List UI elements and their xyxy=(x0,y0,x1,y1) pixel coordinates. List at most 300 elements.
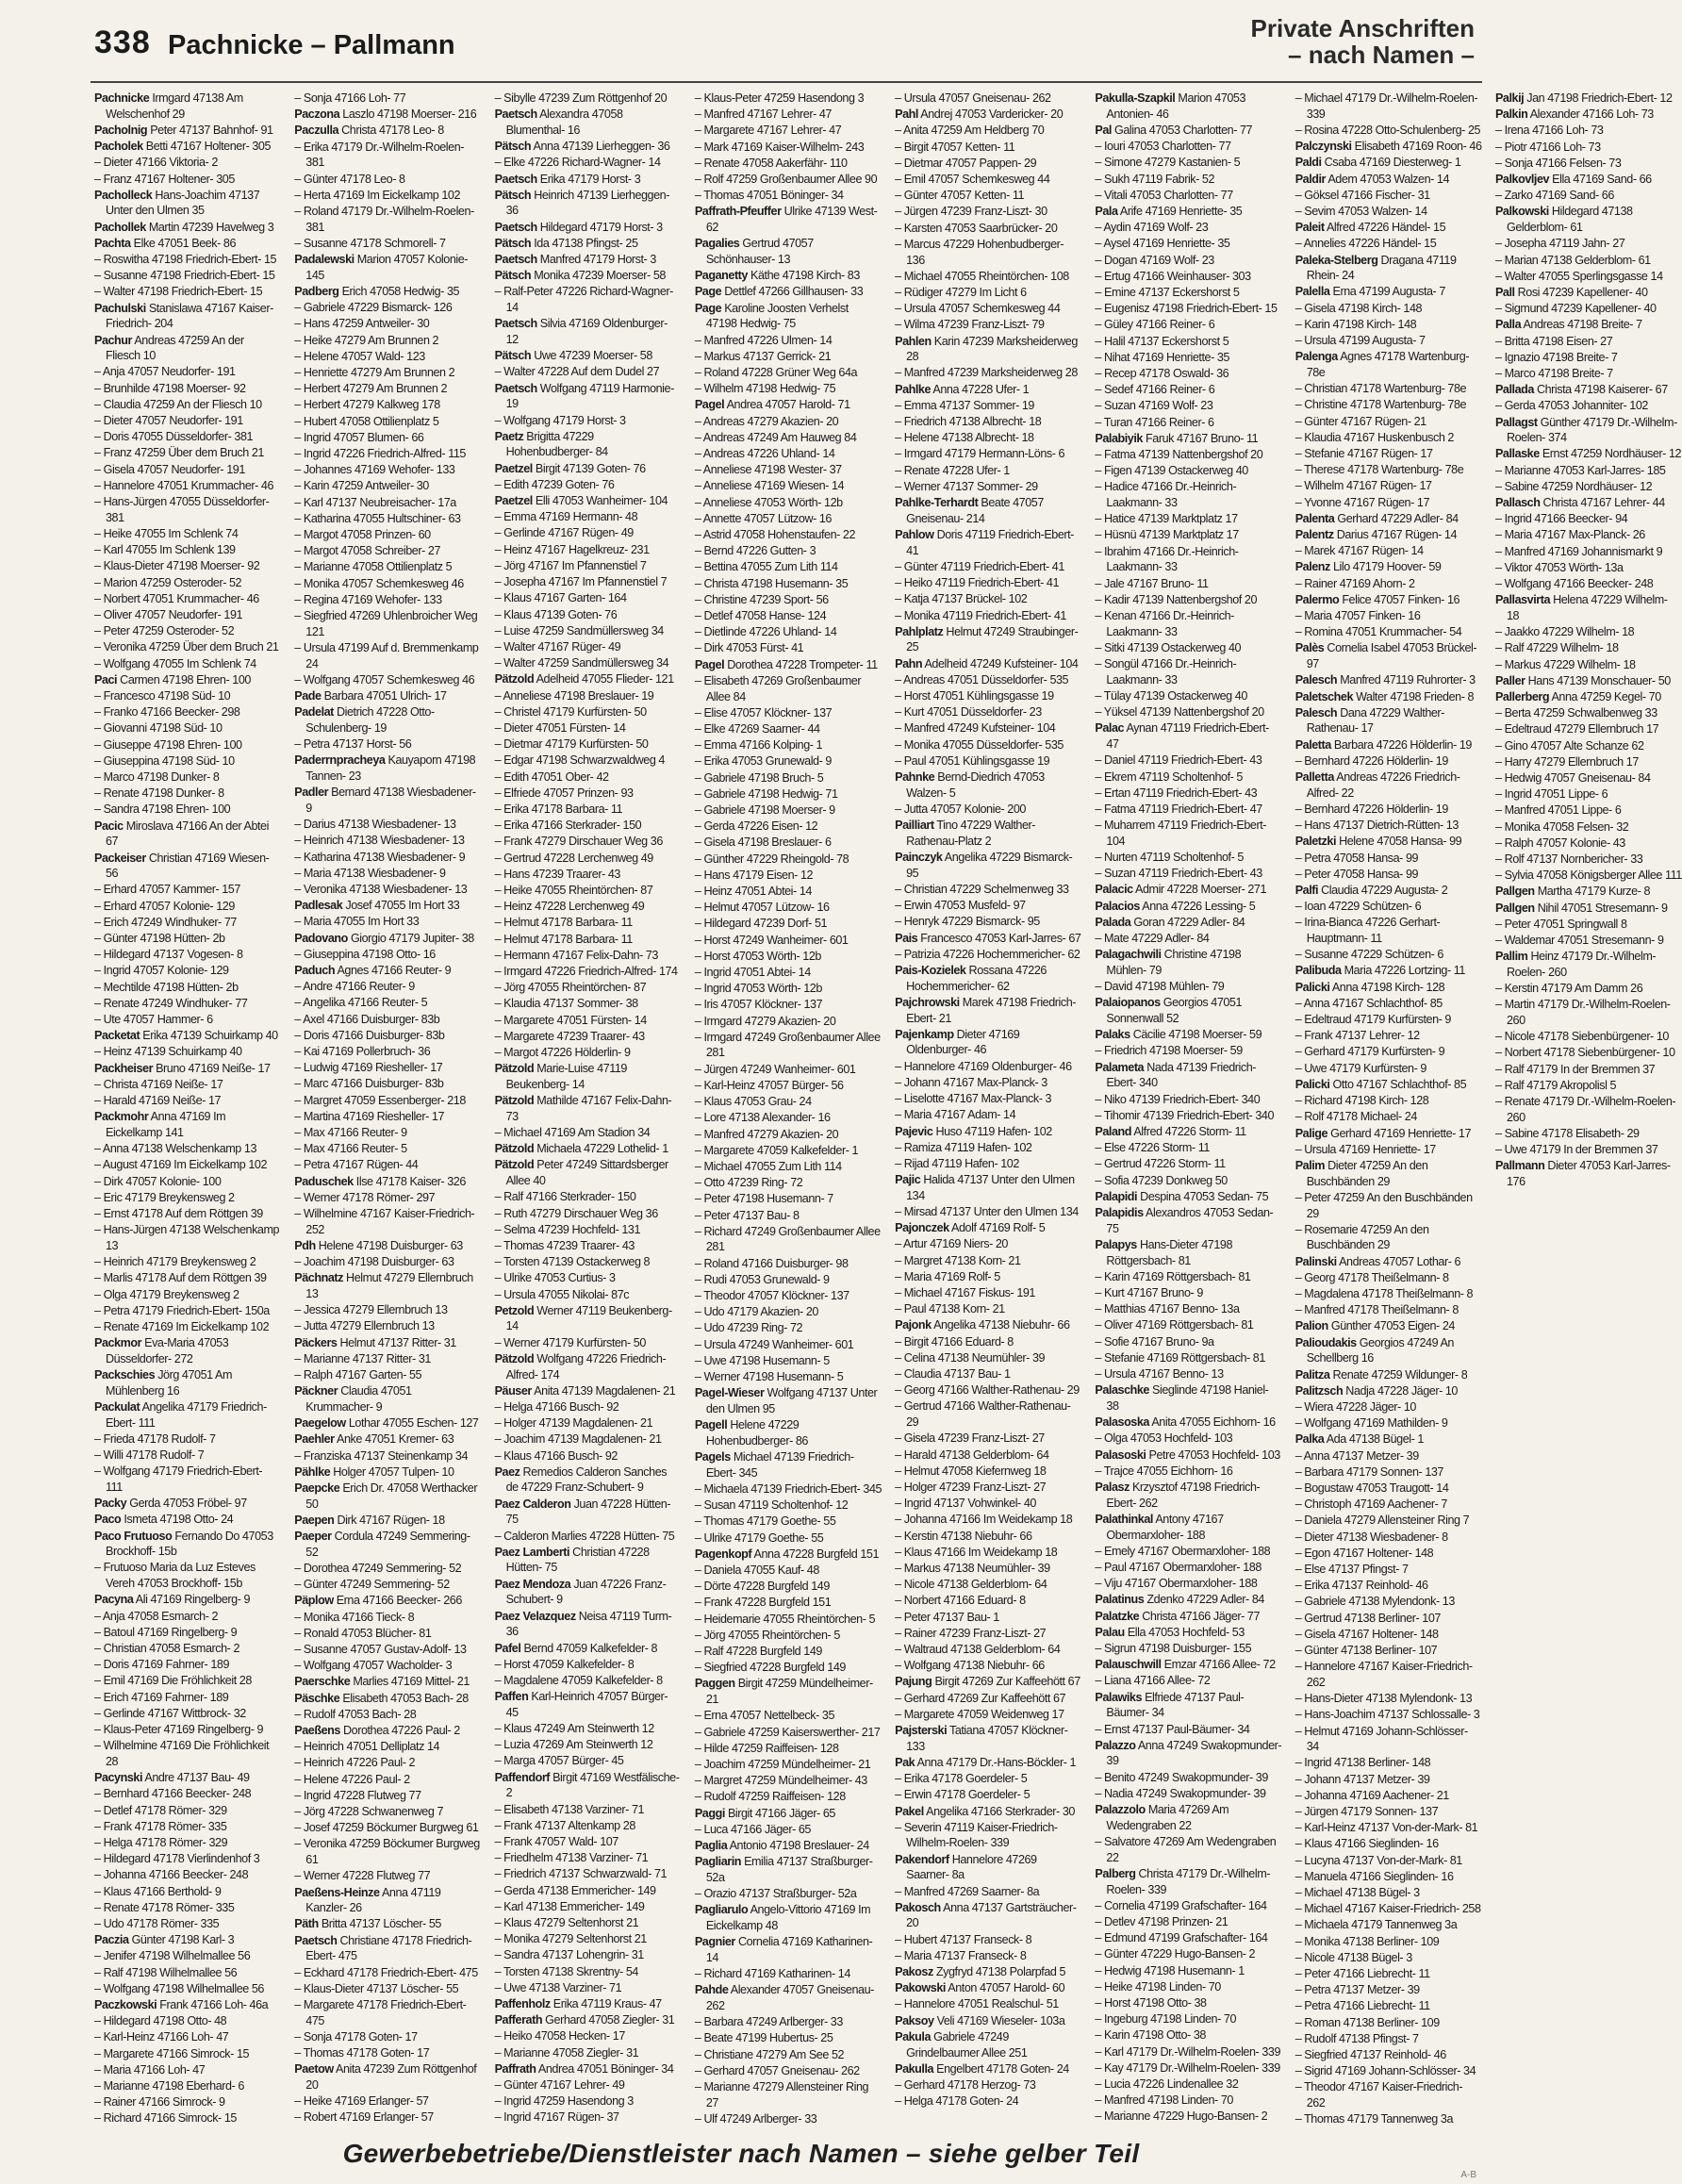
directory-entry xyxy=(1095,1060,1281,1091)
directory-entry xyxy=(695,884,882,900)
entry-details: Tino 47229 Walther-Rathenau-Platz 2 xyxy=(906,819,1036,848)
entry-surname: Pakosch xyxy=(895,1900,941,1914)
directory-entry xyxy=(895,1691,1081,1707)
entry-details: – Edeltraud 47279 Ellernbruch 17 xyxy=(1494,722,1659,736)
directory-entry xyxy=(895,1366,1081,1382)
directory-entry xyxy=(495,542,682,558)
entry-details: – Margarete 47167 Lehrer- 47 xyxy=(694,124,842,138)
directory-entry xyxy=(1295,1270,1482,1286)
entry-details: – Sitki 47139 Ostackerweg 40 xyxy=(1095,640,1242,654)
entry-details: – Siegfried 47228 Burgfeld 149 xyxy=(694,1661,846,1675)
entry-details: – Michaela 47179 Tannenweg 3a xyxy=(1294,1918,1458,1932)
entry-details: – Irmgard 47226 Friedrich-Alfred- 174 xyxy=(494,964,678,978)
entry-details: – Eckhard 47178 Friedrich-Ebert- 475 xyxy=(294,1965,478,1979)
entry-details: – Suzan 47169 Wolf- 23 xyxy=(1095,399,1213,413)
directory-entry xyxy=(495,590,682,606)
entry-details: – Klaus 47053 Grau- 24 xyxy=(694,1095,812,1109)
directory-entry xyxy=(294,2045,481,2061)
entry-details: – Anna 47138 Welschenkamp 13 xyxy=(94,1142,257,1156)
entry-details: Anita 47055 Eichhorn- 16 xyxy=(1151,1415,1276,1430)
directory-entry xyxy=(1095,527,1281,543)
entry-details: – Edmund 47199 Grafschafter- 164 xyxy=(1095,1931,1268,1945)
directory-entry xyxy=(695,543,882,559)
entry-details: – Margarete 47051 Fürsten- 14 xyxy=(494,1013,647,1027)
entry-details: Arife 47169 Henriette- 35 xyxy=(1119,204,1243,218)
directory-entry xyxy=(94,1254,281,1270)
entry-details: – Petra 47166 Liebrecht- 11 xyxy=(1294,1999,1430,2013)
entry-details: – Elfriede 47057 Prinzen- 93 xyxy=(494,786,634,800)
entry-details: – August 47169 Im Eickelkamp 102 xyxy=(94,1158,268,1172)
directory-entry xyxy=(1095,931,1281,947)
directory-entry xyxy=(695,333,882,349)
entry-details: – Günter 47057 Ketten- 11 xyxy=(895,189,1025,203)
directory-entry xyxy=(94,2110,281,2126)
entry-details: – Dorothea 47249 Semmering- 52 xyxy=(294,1561,462,1575)
entry-details: Dettlef 47266 Gillhausen- 33 xyxy=(724,285,864,299)
directory-entry xyxy=(695,1288,882,1304)
entry-details: Marek 47198 Friedrich-Ebert- 21 xyxy=(906,995,1077,1025)
entry-details: – Harald 47138 Gelderblom- 64 xyxy=(895,1448,1049,1462)
entry-details: – Dietmar 47179 Kurfürsten- 50 xyxy=(494,737,649,752)
entry-surname: Pajevic xyxy=(895,1124,933,1138)
entry-surname: Pallim xyxy=(1494,950,1528,964)
entry-details: – Hans-Jürgen 47055 Düsseldorfer- 381 xyxy=(94,495,270,524)
directory-entry xyxy=(895,737,1081,753)
entry-details: – Theodor 47057 Klöckner- 137 xyxy=(694,1289,849,1303)
entry-details: – Heinz 47228 Lerchenweg 49 xyxy=(494,900,645,914)
entry-surname: Paez Lamberti xyxy=(494,1545,570,1559)
entry-details: – Fatma 47119 Friedrich-Ebert- 47 xyxy=(1095,802,1262,816)
entry-details: – Horst 47051 Kühlingsgasse 19 xyxy=(895,689,1054,703)
directory-entry xyxy=(495,1915,682,1931)
entry-details: – Angelika 47166 Reuter- 5 xyxy=(294,996,428,1010)
entry-details: Silvia 47169 Oldenburger- 12 xyxy=(505,317,668,347)
entry-details: – Erika 47178 Goerdeler- 5 xyxy=(895,1772,1028,1786)
directory-entry xyxy=(495,1125,682,1141)
entry-details: Ismeta 47198 Otto- 24 xyxy=(124,1513,234,1527)
directory-entry xyxy=(94,1109,281,1140)
entry-details: Helene 47198 Duisburger- 63 xyxy=(318,1238,463,1252)
entry-details: – Michael 47138 Bügel- 3 xyxy=(1294,1886,1420,1900)
directory-entry xyxy=(1095,1431,1281,1447)
entry-details: – Karl 47179 Dr.-Wilhelm-Roelen- 339 xyxy=(1095,2044,1280,2059)
directory-entry xyxy=(1495,933,1682,949)
directory-entry xyxy=(495,1303,682,1334)
entry-surname: Pagnier xyxy=(694,1935,735,1949)
entry-details: – Eric 47179 Breykensweg 2 xyxy=(94,1190,235,1204)
entry-details: – Doris 47169 Fahrner- 189 xyxy=(94,1658,230,1672)
directory-entry xyxy=(94,899,281,915)
directory-entry xyxy=(695,835,882,851)
entry-details: – Margarete 47239 Traarer- 43 xyxy=(494,1029,645,1043)
directory-entry xyxy=(695,673,882,704)
directory-entry xyxy=(495,236,682,252)
directory-entry xyxy=(1295,1643,1482,1659)
entry-details: – Wolfgang 47138 Niebuhr- 66 xyxy=(895,1659,1045,1673)
entry-details: – Elise 47057 Klöckner- 137 xyxy=(694,705,833,720)
entry-details: – Iouri 47053 Charlotten- 77 xyxy=(1095,140,1231,154)
entry-details: – Henriette 47279 Am Brunnen 2 xyxy=(294,365,455,379)
directory-entry xyxy=(695,462,882,478)
directory-entry xyxy=(495,899,682,915)
entry-details: – Veronika 47138 Wiesbadener- 13 xyxy=(294,882,468,896)
entry-surname: Päuser xyxy=(494,1383,532,1398)
directory-entry xyxy=(895,1431,1081,1447)
entry-details: – Andreas 47051 Düsseldorfer- 535 xyxy=(895,672,1069,687)
entry-details: – Gerhard 47269 Zur Kaffeehött 67 xyxy=(895,1691,1066,1705)
directory-entry xyxy=(895,2093,1081,2110)
entry-details: – Figen 47139 Ostackerweg 40 xyxy=(1095,464,1248,478)
directory-entry xyxy=(294,1723,481,1739)
entry-details: – Frank 47279 Dirschauer Weg 36 xyxy=(494,835,663,849)
entry-details: – Johanna 47166 Im Weidekamp 18 xyxy=(895,1513,1073,1527)
entry-details: Elke 47051 Beek- 86 xyxy=(133,236,237,250)
directory-entry xyxy=(294,736,481,753)
directory-entry xyxy=(1295,1772,1482,1788)
entry-surname: Pailliart xyxy=(895,819,934,833)
entry-details: – Petra 47137 Horst- 56 xyxy=(294,737,412,752)
entry-details: – Lucia 47226 Lindenallee 32 xyxy=(1095,2076,1239,2091)
entry-details: Rosi 47239 Kapellener- 40 xyxy=(1517,285,1648,299)
directory-entry xyxy=(495,574,682,590)
directory-entry xyxy=(1295,2063,1482,2079)
entry-details: – Rolf 47259 Großenbaumer Allee 90 xyxy=(694,173,878,187)
directory-entry xyxy=(94,1706,281,1722)
entry-details: Dietrich 47228 Otto-Schulenberg- 19 xyxy=(305,705,435,735)
entry-surname: Palapidis xyxy=(1095,1206,1144,1220)
entry-details: Adelheid 47249 Kufsteiner- 104 xyxy=(924,656,1079,670)
entry-details: Gerhard 47169 Henriette- 17 xyxy=(1330,1126,1472,1140)
entry-details: – Edith 47051 Ober- 42 xyxy=(494,769,609,784)
entry-details: Engelbert 47178 Goten- 24 xyxy=(936,2061,1069,2076)
directory-entry xyxy=(495,1029,682,1045)
directory-entry xyxy=(1495,721,1682,737)
entry-details: – Heinrich 47179 Breykensweg 2 xyxy=(94,1255,256,1269)
directory-entry xyxy=(695,478,882,494)
directory-entry xyxy=(495,1802,682,1818)
entry-details: – Susanne 47198 Friedrich-Ebert- 15 xyxy=(94,269,275,283)
directory-entry xyxy=(895,527,1081,558)
directory-entry xyxy=(1095,398,1281,414)
entry-details: – Brunhilde 47198 Moerser- 92 xyxy=(94,381,246,395)
directory-entry xyxy=(1095,1366,1281,1382)
directory-entry xyxy=(94,915,281,931)
directory-entry xyxy=(695,268,882,284)
directory-entry xyxy=(294,979,481,995)
entry-details: – Celina 47138 Neumühler- 39 xyxy=(895,1350,1046,1365)
entry-details: Angelika 47229 Bismarck- 95 xyxy=(906,851,1073,880)
directory-entry xyxy=(1095,91,1281,122)
entry-details: – Sofie 47167 Bruno- 9a xyxy=(1095,1334,1214,1348)
directory-entry xyxy=(895,2029,1081,2060)
entry-details: Huso 47119 Hafen- 102 xyxy=(935,1124,1052,1138)
entry-surname: Pätzold xyxy=(494,672,535,687)
entry-details: – Edith 47239 Goten- 76 xyxy=(494,477,615,491)
entry-surname: Paerschke xyxy=(294,1675,351,1689)
directory-entry xyxy=(294,1383,481,1415)
entry-surname: Paetsch xyxy=(494,172,537,186)
entry-details: Birgit 47166 Jäger- 65 xyxy=(727,1806,835,1820)
entry-details: – Kerstin 47179 Am Damm 26 xyxy=(1494,982,1643,996)
directory-entry xyxy=(1095,882,1281,898)
directory-entry xyxy=(695,721,882,737)
entry-details: – Johann 47137 Metzer- 39 xyxy=(1294,1772,1430,1786)
directory-entry xyxy=(895,1593,1081,1609)
entry-details: Manfred 47179 Horst- 3 xyxy=(539,253,656,267)
directory-entry xyxy=(1295,430,1482,446)
entry-details: – Nurten 47119 Scholtenhof- 5 xyxy=(1095,851,1244,865)
directory-entry xyxy=(895,1253,1081,1269)
directory-entry xyxy=(294,316,481,332)
entry-details: – Jenifer 47198 Wilhelmallee 56 xyxy=(94,1949,251,1963)
directory-entry xyxy=(294,1367,481,1383)
directory-entry xyxy=(294,592,481,608)
entry-details: – Severin 47119 Kaiser-Friedrich-Wilhelm-Roelen- 339 xyxy=(895,1820,1058,1850)
entry-details: Wolfgang 47119 Harmonie- 19 xyxy=(505,381,674,411)
directory-entry xyxy=(895,2013,1081,2029)
entry-details: – Wilhelmine 47169 Die Fröhlichkeit 28 xyxy=(94,1739,270,1768)
entry-surname: Pagel xyxy=(694,657,725,671)
entry-details: Marion 47057 Kolonie- 145 xyxy=(305,253,469,282)
entry-surname: Paduschek xyxy=(294,1174,354,1188)
entry-details: Angelika 47179 Friedrich-Ebert- 111 xyxy=(106,1399,267,1430)
entry-details: – Karl-Heinz 47166 Loh- 47 xyxy=(94,2030,229,2044)
entry-details: – Heike 47055 Rheintörchen- 87 xyxy=(494,883,653,897)
entry-details: – Hannelore 47167 Kaiser-Friedrich- 262 xyxy=(1294,1660,1473,1689)
entry-details: Laszlo 47198 Moerser- 216 xyxy=(342,108,477,122)
directory-entry xyxy=(695,1417,882,1448)
directory-entry xyxy=(94,1641,281,1657)
entry-surname: Paez xyxy=(494,1464,520,1479)
entry-details: – Ralf 47228 Burgfeld 149 xyxy=(694,1645,822,1658)
entry-details: Ernst 47259 Nordhäuser- 12 xyxy=(1542,447,1682,461)
directory-entry xyxy=(895,285,1081,301)
directory-entry xyxy=(94,980,281,996)
directory-entry xyxy=(495,996,682,1012)
directory-entry xyxy=(94,462,281,478)
entry-details: Mathilde 47167 Felix-Dahn- 73 xyxy=(505,1094,672,1123)
entry-details: – Irmgard 47179 Hermann-Löns- 6 xyxy=(895,447,1065,461)
entry-details: Holger 47057 Tulpen- 10 xyxy=(333,1464,454,1479)
directory-entry xyxy=(94,769,281,786)
entry-details: Heinrich 47139 Lierheggen- 36 xyxy=(505,188,669,218)
entry-surname: Palfi xyxy=(1294,883,1319,897)
entry-surname: Palitzsch xyxy=(1294,1383,1344,1398)
directory-entry xyxy=(695,236,882,267)
entry-details: – Jessica 47279 Ellernbruch 13 xyxy=(294,1303,448,1317)
entry-details: – Karl 47055 Im Schlenk 139 xyxy=(94,543,236,557)
entry-details: – Sigrun 47198 Duisburger- 155 xyxy=(1095,1642,1252,1655)
directory-entry xyxy=(94,2062,281,2078)
entry-details: – Maria 47166 Loh- 47 xyxy=(94,2062,206,2076)
entry-details: – Egon 47167 Holtener- 148 xyxy=(1294,1546,1434,1560)
directory-entry xyxy=(495,477,682,493)
directory-entry xyxy=(1295,1901,1482,1917)
entry-details: – Ralf-Peter 47226 Richard-Wagner- 14 xyxy=(494,285,673,315)
entry-details: Kauyaporn 47198 Tannen- 23 xyxy=(305,753,476,784)
directory-entry xyxy=(94,1157,281,1173)
directory-entry xyxy=(294,1642,481,1658)
directory-entry xyxy=(94,301,281,332)
entry-surname: Pais xyxy=(895,931,918,945)
entry-details: – Peter 47137 Bau- 8 xyxy=(694,1208,800,1222)
directory-entry xyxy=(294,365,481,381)
directory-entry xyxy=(895,688,1081,704)
directory-entry xyxy=(495,786,682,802)
entry-surname: Pallmann xyxy=(1494,1159,1545,1173)
directory-entry xyxy=(495,1609,682,1640)
directory-entry xyxy=(1495,786,1682,802)
entry-surname: Paland xyxy=(1095,1125,1131,1138)
entry-details: Peter 47137 Bahnhof- 91 xyxy=(150,123,273,137)
directory-entry xyxy=(1095,1914,1281,1930)
entry-details: – Matthias 47167 Benno- 13a xyxy=(1095,1302,1240,1316)
entry-details: – Norbert 47166 Eduard- 8 xyxy=(895,1594,1026,1608)
directory-entry xyxy=(1295,155,1482,171)
entry-surname: Palès xyxy=(1294,641,1325,655)
entry-details: Cornelia Isabel 47053 Brückel- 97 xyxy=(1306,641,1477,671)
entry-details: – Petra 47058 Hansa- 99 xyxy=(1294,851,1419,865)
entry-details: Christian 47228 Hütten- 75 xyxy=(505,1545,650,1575)
directory-entry xyxy=(294,495,481,511)
entry-details: – Jörg 47055 Rheintörchen- 5 xyxy=(694,1628,840,1642)
entry-details: – Jörg 47228 Schwanenweg 7 xyxy=(294,1805,444,1819)
directory-entry xyxy=(895,1755,1081,1771)
directory-entry xyxy=(895,1658,1081,1674)
entry-details: Aynan 47119 Friedrich-Ebert- 47 xyxy=(1106,721,1269,752)
directory-entry xyxy=(294,898,481,914)
directory-entry xyxy=(294,2110,481,2126)
entry-details: – Claudia 47137 Bau- 1 xyxy=(895,1367,1011,1382)
entry-details: – Gabriele 47259 Kaiserswerther- 217 xyxy=(694,1725,881,1739)
entry-surname: Pagenkopf xyxy=(694,1547,752,1561)
directory-entry xyxy=(495,1157,682,1188)
entry-surname: Pakulla-Szapkil xyxy=(1095,91,1176,105)
directory-entry xyxy=(695,1078,882,1094)
entry-surname: Palathinkal xyxy=(1095,1512,1153,1526)
entry-details: Erich Dr. 47058 Werthacker 50 xyxy=(305,1481,478,1511)
directory-entry xyxy=(94,2013,281,2029)
entry-details: – Ruth 47279 Dirschauer Weg 36 xyxy=(494,1206,658,1220)
directory-entry xyxy=(1095,2027,1281,2043)
directory-entry xyxy=(495,818,682,834)
directory-entry xyxy=(1495,107,1682,123)
directory-entry xyxy=(695,1353,882,1369)
directory-entry xyxy=(1095,704,1281,720)
entry-details: – Waldemar 47051 Stresemann- 9 xyxy=(1494,934,1664,948)
directory-entry xyxy=(1095,720,1281,752)
entry-details: – Eugenisz 47198 Friedrich-Ebert- 15 xyxy=(1095,302,1278,316)
directory-entry xyxy=(94,1093,281,1109)
directory-entry xyxy=(294,1739,481,1755)
directory-entry xyxy=(495,639,682,655)
entry-surname: Pahl xyxy=(895,108,918,122)
entry-surname: Pätzold xyxy=(494,1142,535,1156)
entry-details: – Beate 47199 Hubertus- 25 xyxy=(694,2031,833,2045)
entry-details: – Niko 47139 Friedrich-Ebert- 340 xyxy=(1095,1092,1261,1106)
entry-details: – Torsten 47138 Skrentny- 54 xyxy=(494,1964,638,1978)
entry-details: Christa 47166 Jäger- 77 xyxy=(1142,1609,1261,1623)
entry-details: Felice 47057 Finken- 16 xyxy=(1342,592,1460,606)
entry-details: – Renate 47058 Aakerfähr- 110 xyxy=(694,156,848,170)
directory-entry xyxy=(1295,1820,1482,1836)
entry-surname: Palameta xyxy=(1095,1060,1145,1074)
directory-entry xyxy=(895,1852,1081,1883)
directory-entry xyxy=(1495,754,1682,770)
entry-details: – Erika 47137 Reinhold- 46 xyxy=(1294,1579,1428,1593)
entry-details: – Lore 47138 Alexander- 16 xyxy=(694,1111,831,1125)
directory-entry xyxy=(495,1287,682,1303)
directory-entry xyxy=(895,123,1081,139)
directory-entry xyxy=(1095,1979,1281,1995)
entry-details: – Thomas 47178 Goten- 17 xyxy=(294,2046,430,2060)
entry-details: – Kay 47179 Dr.-Wilhelm-Roelen- 339 xyxy=(1095,2060,1280,2075)
directory-entry xyxy=(1295,689,1482,705)
directory-entry xyxy=(294,1885,481,1916)
entry-details: – Ludwig 47169 Riesheller- 17 xyxy=(294,1061,443,1075)
entry-details: – Daniel 47119 Friedrich-Ebert- 43 xyxy=(1095,753,1262,768)
entry-details: – Peter 47166 Liebrecht- 11 xyxy=(1294,1967,1430,1981)
entry-surname: Pallada xyxy=(1494,383,1534,397)
entry-details: – Marianne 47053 Karl-Jarres- 185 xyxy=(1494,463,1666,477)
entry-details: – Bernhard 47166 Beecker- 248 xyxy=(94,1787,252,1801)
entry-details: Ella 47053 Hochfeld- 53 xyxy=(1127,1625,1245,1639)
directory-entry xyxy=(895,1610,1081,1626)
directory-entry xyxy=(895,446,1081,462)
directory-entry xyxy=(695,1320,882,1336)
directory-entry xyxy=(495,1431,682,1448)
entry-details: – Therese 47178 Wartenburg- 78e xyxy=(1294,463,1464,477)
directory-entry xyxy=(1095,1866,1281,1897)
directory-entry xyxy=(1095,1609,1281,1625)
entry-details: – Georg 47166 Walther-Rathenau- 29 xyxy=(895,1383,1080,1398)
entry-details: Karl-Heinrich 47057 Bürger- 45 xyxy=(505,1690,668,1719)
entry-surname: Paganetty xyxy=(694,269,748,283)
directory-entry xyxy=(1495,1029,1682,1045)
entry-details: – Harry 47279 Ellernbruch 17 xyxy=(1494,754,1639,769)
directory-entry xyxy=(1295,253,1482,284)
directory-entry xyxy=(1095,608,1281,639)
entry-details: Marion 47053 Antonien- 46 xyxy=(1106,91,1246,121)
directory-entry xyxy=(1295,1464,1482,1481)
entry-details: – Günter 47167 Lehrer- 49 xyxy=(494,2077,625,2092)
directory-entry xyxy=(294,1206,481,1237)
entry-details: Monika 47239 Moerser- 58 xyxy=(534,269,666,283)
directory-entry xyxy=(895,1172,1081,1203)
directory-entry xyxy=(1095,1448,1281,1464)
entry-details: Lilo 47179 Hoover- 59 xyxy=(1332,560,1442,574)
entry-surname: Pallerberg xyxy=(1494,690,1550,704)
entry-details: – Gerda 47226 Eisen- 12 xyxy=(694,819,818,834)
entry-details: – Emil 47057 Schemkesweg 44 xyxy=(895,173,1050,187)
directory-entry xyxy=(495,1641,682,1657)
directory-entry xyxy=(495,867,682,883)
entry-details: – Hüsnü 47139 Marktplatz 17 xyxy=(1095,528,1239,542)
directory-entry xyxy=(895,172,1081,188)
entry-details: Zdenko 47229 Adler- 84 xyxy=(1146,1593,1264,1607)
entry-details: – Roland 47166 Duisburger- 98 xyxy=(694,1256,849,1270)
entry-details: – Monika 47279 Seltenhorst 21 xyxy=(494,1932,647,1946)
directory-entry xyxy=(294,462,481,478)
directory-entry xyxy=(294,1513,481,1529)
directory-entry xyxy=(94,1673,281,1689)
entry-details: – Max 47166 Reuter- 9 xyxy=(294,1126,407,1139)
directory-entry xyxy=(695,868,882,884)
entry-details: – Manfred 47279 Akazien- 20 xyxy=(694,1127,839,1141)
directory-entry xyxy=(895,1269,1081,1285)
directory-entry xyxy=(895,1091,1081,1107)
entry-surname: Paletschek xyxy=(1294,689,1353,703)
